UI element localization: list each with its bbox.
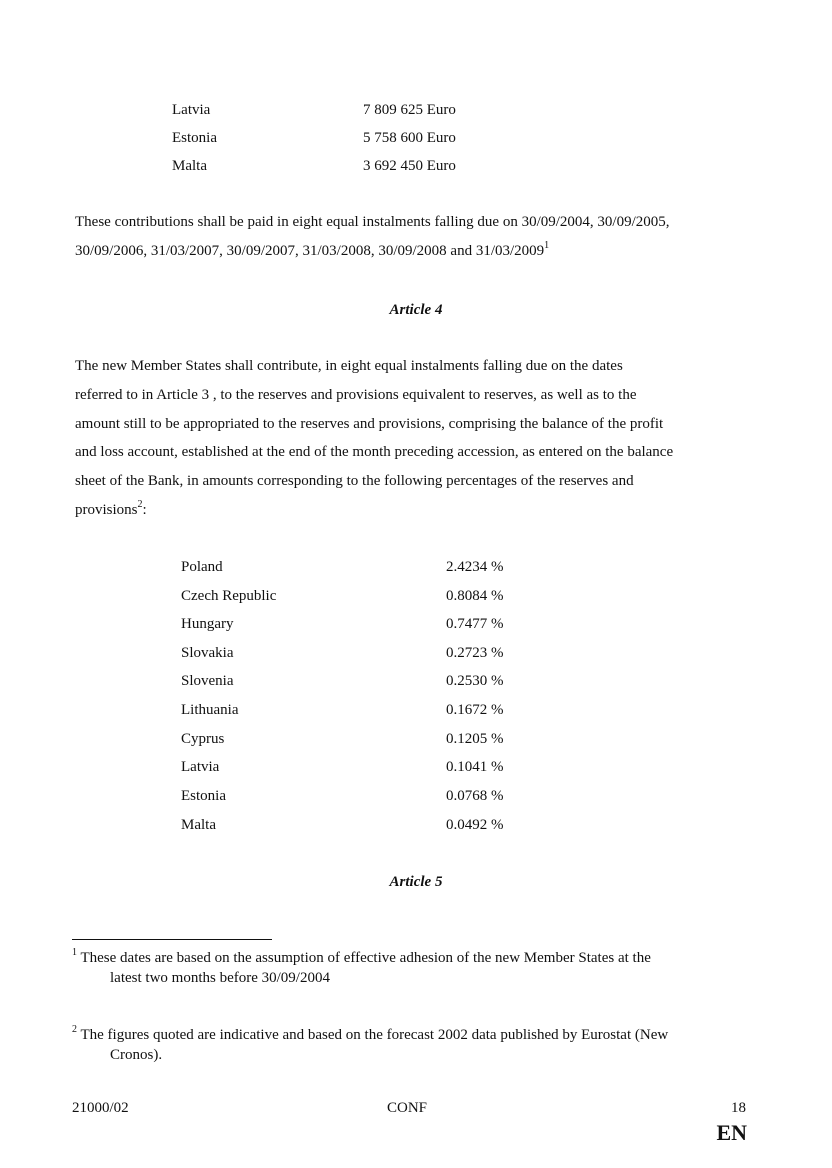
percentage-country: Slovenia: [181, 673, 234, 689]
footnote-marker: 1: [72, 947, 77, 958]
footnote-ref[interactable]: 2: [137, 498, 143, 510]
footnote-text: These dates are based on the assumption of effective adhesion of the new Member States at the: [77, 950, 651, 966]
footnote-line: [72, 948, 752, 968]
percentage-value: 0.8084 %: [446, 588, 504, 604]
paragraph-line: amount still to be appropriated to the reserves and provisions, comprising the balance of the profit: [75, 415, 664, 432]
percentage-value: 0.2530 %: [446, 673, 504, 689]
footnote-marker: 2: [72, 1024, 77, 1035]
footnote-line: [72, 1025, 752, 1045]
percentage-value: 0.0492 %: [446, 817, 504, 833]
percentage-country: Cyprus: [181, 731, 225, 747]
percentage-country: Hungary: [181, 616, 234, 632]
document-number: 21000/02: [72, 1100, 129, 1116]
paragraph-line: [75, 237, 755, 266]
percentage-value: 0.1672 %: [446, 702, 504, 718]
percentage-country: Malta: [181, 817, 216, 833]
paragraph-text: 30/09/2006, 31/03/2007, 30/09/2007, 31/03/2008, 30/09/2008 and 31/03/2009: [75, 242, 545, 259]
paragraph-line: [75, 496, 755, 525]
percentage-country: Slovakia: [181, 645, 234, 661]
article-5-heading: Article 5: [389, 874, 443, 890]
page-number: 18: [731, 1100, 746, 1116]
percentage-country: Poland: [181, 559, 223, 575]
paragraph-line: referred to in Article 3 , to the reserves and provisions equivalent to reserves, as well as to the: [75, 386, 637, 403]
footnote-text: The figures quoted are indicative and based on the forecast 2002 data published by Eurostat (New: [77, 1027, 669, 1043]
contribution-country: Latvia: [172, 102, 211, 118]
language-code: EN: [716, 1120, 747, 1145]
contribution-country: Estonia: [172, 130, 217, 146]
contribution-amount: 7 809 625 Euro: [363, 102, 456, 118]
paragraph-line: and loss account, established at the end of the month preceding accession, as entered on the balance: [75, 444, 674, 461]
percentage-country: Lithuania: [181, 702, 239, 718]
contribution-country: Malta: [172, 158, 207, 174]
percentage-value: 0.2723 %: [446, 645, 504, 661]
classification-label: CONF: [387, 1100, 428, 1116]
paragraph-line: The new Member States shall contribute, in eight equal instalments falling due on the dates: [75, 358, 623, 374]
percentage-value: 0.1041 %: [446, 759, 504, 775]
footnote-1: [72, 948, 752, 988]
paragraph-payment-schedule: [75, 208, 755, 266]
paragraph-text: provisions: [75, 501, 138, 518]
paragraph-line: sheet of the Bank, in amounts corresponding to the following percentages of the reserves and: [75, 473, 634, 490]
article-4-heading: Article 4: [389, 302, 443, 318]
paragraph-line: These contributions shall be paid in eight equal instalments falling due on 30/09/2004, 30/09/2005,: [75, 214, 670, 230]
footnote-2: [72, 1025, 752, 1065]
footnote-ref[interactable]: 1: [544, 239, 550, 251]
percentage-country: Latvia: [181, 759, 220, 775]
percentage-value: 0.1205 %: [446, 731, 504, 747]
footnote-separator: [72, 939, 272, 940]
footnote-text: latest two months before 30/09/2004: [110, 970, 330, 986]
percentage-country: Estonia: [181, 788, 226, 804]
footnote-text: Cronos).: [110, 1047, 163, 1063]
percentage-country: Czech Republic: [181, 588, 277, 604]
percentage-value: 0.7477 %: [446, 616, 504, 632]
paragraph-text: :: [142, 501, 147, 518]
percentage-value: 2.4234 %: [446, 559, 504, 575]
contribution-amount: 5 758 600 Euro: [363, 130, 456, 146]
contribution-amount: 3 692 450 Euro: [363, 158, 456, 174]
percentage-value: 0.0768 %: [446, 788, 504, 804]
paragraph-article-4: [75, 352, 755, 525]
